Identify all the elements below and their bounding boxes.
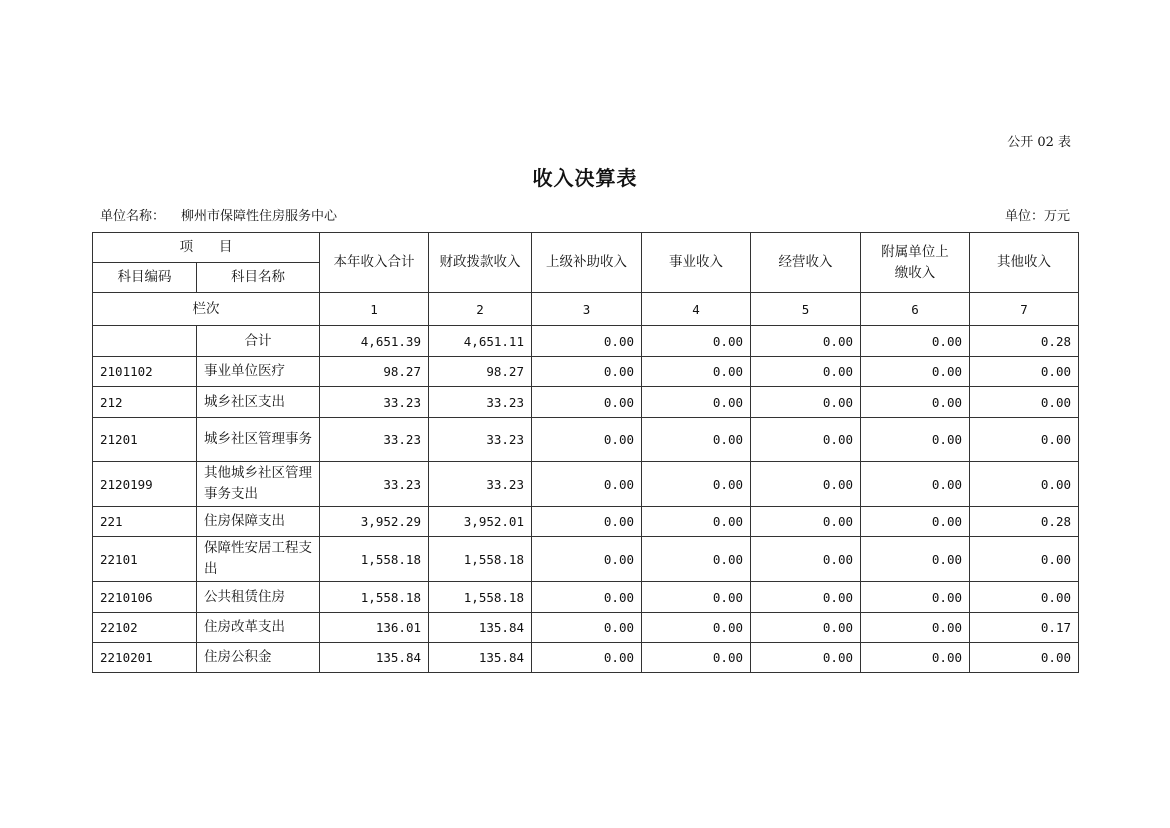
amount-cell: 0.00 <box>751 418 861 462</box>
amount-cell: 0.00 <box>532 582 642 613</box>
amount-cell: 0.00 <box>970 462 1079 507</box>
amount-cell: 98.27 <box>320 357 429 387</box>
amount-cell: 0.00 <box>861 643 970 673</box>
total-value: 0.28 <box>970 326 1079 357</box>
row-label: 栏次 <box>93 293 320 326</box>
amount-cell: 0.00 <box>861 537 970 582</box>
amount-cell: 33.23 <box>429 387 532 418</box>
header-col-other: 其他收入 <box>970 233 1079 293</box>
amount-cell: 0.00 <box>751 387 861 418</box>
amount-cell: 136.01 <box>320 613 429 643</box>
amount-cell: 33.23 <box>320 462 429 507</box>
subject-code: 22102 <box>93 613 197 643</box>
amount-cell: 0.00 <box>861 582 970 613</box>
amount-cell: 0.00 <box>751 357 861 387</box>
amount-cell: 0.00 <box>532 643 642 673</box>
amount-cell: 0.28 <box>970 507 1079 537</box>
col-num: 5 <box>751 293 861 326</box>
total-code <box>93 326 197 357</box>
subject-name: 保障性安居工程支出 <box>197 537 320 582</box>
table-row <box>93 387 1079 418</box>
header-col-superior: 上级补助收入 <box>532 233 642 293</box>
total-value: 0.00 <box>751 326 861 357</box>
unit-label: 单位：万元 <box>1004 209 1070 224</box>
table-row <box>93 507 1079 537</box>
subject-name: 住房保障支出 <box>197 507 320 537</box>
amount-cell: 98.27 <box>429 357 532 387</box>
amount-cell: 3,952.29 <box>320 507 429 537</box>
amount-cell: 135.84 <box>429 643 532 673</box>
subject-code: 2101102 <box>93 357 197 387</box>
total-value: 0.00 <box>861 326 970 357</box>
header-code: 科目编码 <box>93 263 197 293</box>
unit-name-value: 柳州市保障性住房服务中心 <box>181 209 338 224</box>
subject-code: 22101 <box>93 537 197 582</box>
subject-code: 2210106 <box>93 582 197 613</box>
total-value: 0.00 <box>642 326 751 357</box>
amount-cell: 1,558.18 <box>320 537 429 582</box>
amount-cell: 0.00 <box>532 387 642 418</box>
amount-cell: 0.00 <box>532 507 642 537</box>
subject-code: 2210201 <box>93 643 197 673</box>
amount-cell: 0.00 <box>642 613 751 643</box>
amount-cell: 0.00 <box>751 507 861 537</box>
header-col-fiscal: 财政拨款收入 <box>429 233 532 293</box>
amount-cell: 0.00 <box>642 507 751 537</box>
col-num: 2 <box>429 293 532 326</box>
subject-name: 城乡社区管理事务 <box>197 418 320 462</box>
col-num: 1 <box>320 293 429 326</box>
form-number: 公开 02 表 <box>1007 135 1071 150</box>
total-row <box>93 326 1079 357</box>
total-label: 合计 <box>197 326 320 357</box>
amount-cell: 33.23 <box>429 462 532 507</box>
amount-cell: 0.00 <box>970 357 1079 387</box>
subject-name: 事业单位医疗 <box>197 357 320 387</box>
header-row-1 <box>93 233 1079 263</box>
amount-cell: 0.00 <box>642 462 751 507</box>
amount-cell: 135.84 <box>320 643 429 673</box>
column-number-row <box>93 293 1079 326</box>
subject-code: 212 <box>93 387 197 418</box>
amount-cell: 0.00 <box>970 387 1079 418</box>
subject-name: 住房公积金 <box>197 643 320 673</box>
header-col-operating: 经营收入 <box>751 233 861 293</box>
col-num: 7 <box>970 293 1079 326</box>
amount-cell: 0.00 <box>532 613 642 643</box>
amount-cell: 0.00 <box>532 418 642 462</box>
amount-cell: 0.00 <box>751 582 861 613</box>
amount-cell: 0.00 <box>861 387 970 418</box>
amount-cell: 0.00 <box>861 357 970 387</box>
amount-cell: 0.00 <box>642 387 751 418</box>
col-num: 3 <box>532 293 642 326</box>
amount-cell: 0.00 <box>751 643 861 673</box>
amount-cell: 0.00 <box>970 418 1079 462</box>
col-num: 6 <box>861 293 970 326</box>
amount-cell: 0.00 <box>861 418 970 462</box>
amount-cell: 33.23 <box>320 418 429 462</box>
amount-cell: 0.00 <box>642 357 751 387</box>
table-row <box>93 418 1079 462</box>
total-value: 4,651.39 <box>320 326 429 357</box>
header-col-affiliated: 附属单位上缴收入 <box>861 233 970 293</box>
amount-cell: 0.00 <box>532 357 642 387</box>
amount-cell: 0.00 <box>861 613 970 643</box>
unit-name-line <box>100 205 337 224</box>
header-col-business: 事业收入 <box>642 233 751 293</box>
amount-cell: 1,558.18 <box>429 537 532 582</box>
amount-cell: 0.00 <box>532 462 642 507</box>
total-value: 4,651.11 <box>429 326 532 357</box>
table-row <box>93 357 1079 387</box>
header-item: 项 目 <box>93 233 320 263</box>
amount-cell: 0.00 <box>642 582 751 613</box>
amount-cell: 0.00 <box>751 613 861 643</box>
subject-name: 公共租赁住房 <box>197 582 320 613</box>
table-row <box>93 582 1079 613</box>
subject-code: 221 <box>93 507 197 537</box>
income-table <box>92 232 1079 673</box>
amount-cell: 0.00 <box>970 643 1079 673</box>
amount-cell: 1,558.18 <box>320 582 429 613</box>
amount-cell: 0.00 <box>642 537 751 582</box>
subject-name: 其他城乡社区管理事务支出 <box>197 462 320 507</box>
amount-cell: 3,952.01 <box>429 507 532 537</box>
amount-cell: 0.00 <box>970 582 1079 613</box>
header-col-total: 本年收入合计 <box>320 233 429 293</box>
amount-cell: 0.00 <box>861 507 970 537</box>
table-row <box>93 537 1079 582</box>
subject-name: 住房改革支出 <box>197 613 320 643</box>
amount-cell: 0.00 <box>642 643 751 673</box>
amount-cell: 0.00 <box>970 537 1079 582</box>
amount-cell: 0.00 <box>861 462 970 507</box>
amount-cell: 33.23 <box>429 418 532 462</box>
amount-cell: 135.84 <box>429 613 532 643</box>
amount-cell: 0.00 <box>642 418 751 462</box>
subject-name: 城乡社区支出 <box>197 387 320 418</box>
table-row <box>93 643 1079 673</box>
amount-cell: 0.00 <box>751 537 861 582</box>
subject-code: 21201 <box>93 418 197 462</box>
total-value: 0.00 <box>532 326 642 357</box>
col-num: 4 <box>642 293 751 326</box>
header-name: 科目名称 <box>197 263 320 293</box>
page-title: 收入决算表 <box>532 166 638 190</box>
unit-name-label: 单位名称： <box>100 209 166 224</box>
amount-cell: 33.23 <box>320 387 429 418</box>
amount-cell: 0.00 <box>751 462 861 507</box>
table-row <box>93 462 1079 507</box>
table-row <box>93 613 1079 643</box>
amount-cell: 0.00 <box>532 537 642 582</box>
subject-code: 2120199 <box>93 462 197 507</box>
amount-cell: 0.17 <box>970 613 1079 643</box>
amount-cell: 1,558.18 <box>429 582 532 613</box>
